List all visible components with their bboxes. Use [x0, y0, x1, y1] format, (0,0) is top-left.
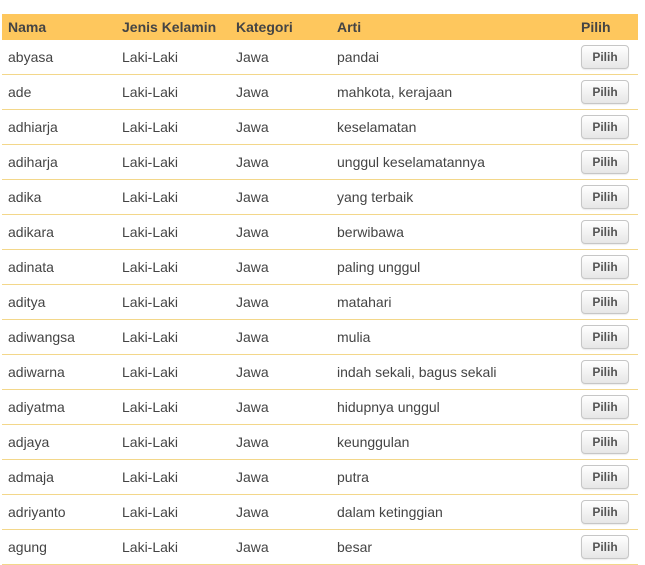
- header-jenis-kelamin: Jenis Kelamin: [122, 19, 217, 35]
- table-row: [2, 355, 638, 390]
- pilih-button[interactable]: Pilih: [581, 535, 629, 559]
- cell-arti: unggul keselamatannya: [337, 154, 485, 170]
- pilih-button[interactable]: Pilih: [581, 115, 629, 139]
- pilih-button[interactable]: Pilih: [581, 220, 629, 244]
- pilih-button[interactable]: Pilih: [581, 255, 629, 279]
- pilih-button[interactable]: Pilih: [581, 325, 629, 349]
- header-pilih: Pilih: [581, 19, 611, 35]
- cell-arti: indah sekali, bagus sekali: [337, 364, 497, 380]
- cell-pilih: [581, 220, 638, 244]
- cell-nama: adiharja: [8, 154, 58, 170]
- table-row: [2, 460, 638, 495]
- table-row: [2, 285, 638, 320]
- cell-pilih: [581, 395, 638, 419]
- pilih-button[interactable]: Pilih: [581, 395, 629, 419]
- cell-arti: yang terbaik: [337, 189, 414, 205]
- table-row: [2, 180, 638, 215]
- cell-nama: adikara: [8, 224, 54, 240]
- cell-jenis-kelamin: Laki-Laki: [122, 364, 179, 380]
- cell-nama: adika: [8, 189, 42, 205]
- cell-pilih: [581, 535, 638, 559]
- pilih-button[interactable]: Pilih: [581, 185, 629, 209]
- names-table: [2, 14, 638, 565]
- cell-pilih: [581, 325, 638, 349]
- cell-jenis-kelamin: Laki-Laki: [122, 259, 179, 275]
- header-kategori: Kategori: [236, 19, 293, 35]
- cell-nama: agung: [8, 539, 47, 555]
- cell-nama: adiwarna: [8, 364, 65, 380]
- cell-kategori: Jawa: [236, 399, 269, 415]
- table-row: [2, 390, 638, 425]
- pilih-button[interactable]: Pilih: [581, 500, 629, 524]
- cell-arti: pandai: [337, 49, 380, 65]
- cell-arti: matahari: [337, 294, 392, 310]
- cell-arti: mahkota, kerajaan: [337, 84, 453, 100]
- cell-pilih: [581, 255, 638, 279]
- pilih-button[interactable]: Pilih: [581, 465, 629, 489]
- pilih-button[interactable]: Pilih: [581, 430, 629, 454]
- cell-nama: aditya: [8, 294, 46, 310]
- cell-kategori: Jawa: [236, 329, 269, 345]
- pilih-button[interactable]: Pilih: [581, 150, 629, 174]
- cell-nama: abyasa: [8, 49, 54, 65]
- cell-pilih: [581, 80, 638, 104]
- cell-jenis-kelamin: Laki-Laki: [122, 224, 179, 240]
- cell-pilih: [581, 465, 638, 489]
- cell-kategori: Jawa: [236, 224, 269, 240]
- cell-jenis-kelamin: Laki-Laki: [122, 469, 179, 485]
- cell-arti: keselamatan: [337, 119, 417, 135]
- table-body: [2, 40, 638, 565]
- cell-jenis-kelamin: Laki-Laki: [122, 399, 179, 415]
- cell-kategori: Jawa: [236, 539, 269, 555]
- cell-jenis-kelamin: Laki-Laki: [122, 329, 179, 345]
- cell-jenis-kelamin: Laki-Laki: [122, 119, 179, 135]
- table-row: [2, 250, 638, 285]
- cell-jenis-kelamin: Laki-Laki: [122, 189, 179, 205]
- pilih-button[interactable]: Pilih: [581, 360, 629, 384]
- cell-arti: putra: [337, 469, 369, 485]
- cell-arti: berwibawa: [337, 224, 404, 240]
- cell-arti: paling unggul: [337, 259, 421, 275]
- table-row: [2, 40, 638, 75]
- cell-arti: hidupnya unggul: [337, 399, 440, 415]
- cell-kategori: Jawa: [236, 434, 269, 450]
- cell-kategori: Jawa: [236, 119, 269, 135]
- cell-nama: adriyanto: [8, 504, 66, 520]
- cell-kategori: Jawa: [236, 469, 269, 485]
- cell-kategori: Jawa: [236, 294, 269, 310]
- cell-kategori: Jawa: [236, 154, 269, 170]
- cell-arti: keunggulan: [337, 434, 410, 450]
- cell-kategori: Jawa: [236, 189, 269, 205]
- cell-kategori: Jawa: [236, 84, 269, 100]
- cell-kategori: Jawa: [236, 364, 269, 380]
- cell-kategori: Jawa: [236, 259, 269, 275]
- cell-pilih: [581, 115, 638, 139]
- table-row: [2, 110, 638, 145]
- cell-nama: adiyatma: [8, 399, 65, 415]
- cell-jenis-kelamin: Laki-Laki: [122, 504, 179, 520]
- table-row: [2, 145, 638, 180]
- header-arti: Arti: [337, 19, 362, 35]
- cell-kategori: Jawa: [236, 504, 269, 520]
- cell-nama: adinata: [8, 259, 54, 275]
- table-header: [2, 14, 638, 40]
- cell-nama: adiwangsa: [8, 329, 75, 345]
- table-row: [2, 495, 638, 530]
- cell-nama: ade: [8, 84, 32, 100]
- pilih-button[interactable]: Pilih: [581, 45, 629, 69]
- pilih-button[interactable]: Pilih: [581, 80, 629, 104]
- cell-jenis-kelamin: Laki-Laki: [122, 84, 179, 100]
- cell-pilih: [581, 150, 638, 174]
- cell-nama: adhiarja: [8, 119, 58, 135]
- cell-pilih: [581, 430, 638, 454]
- cell-pilih: [581, 290, 638, 314]
- cell-arti: dalam ketinggian: [337, 504, 443, 520]
- header-nama: Nama: [8, 19, 47, 35]
- table-row: [2, 75, 638, 110]
- cell-kategori: Jawa: [236, 49, 269, 65]
- cell-pilih: [581, 45, 638, 69]
- cell-jenis-kelamin: Laki-Laki: [122, 154, 179, 170]
- table-row: [2, 320, 638, 355]
- cell-nama: adjaya: [8, 434, 50, 450]
- cell-jenis-kelamin: Laki-Laki: [122, 434, 179, 450]
- cell-nama: admaja: [8, 469, 54, 485]
- cell-jenis-kelamin: Laki-Laki: [122, 539, 179, 555]
- cell-jenis-kelamin: Laki-Laki: [122, 49, 179, 65]
- pilih-button[interactable]: Pilih: [581, 290, 629, 314]
- cell-arti: mulia: [337, 329, 371, 345]
- table-row: [2, 425, 638, 460]
- cell-jenis-kelamin: Laki-Laki: [122, 294, 179, 310]
- cell-pilih: [581, 500, 638, 524]
- cell-pilih: [581, 185, 638, 209]
- cell-pilih: [581, 360, 638, 384]
- table-row: [2, 215, 638, 250]
- cell-arti: besar: [337, 539, 373, 555]
